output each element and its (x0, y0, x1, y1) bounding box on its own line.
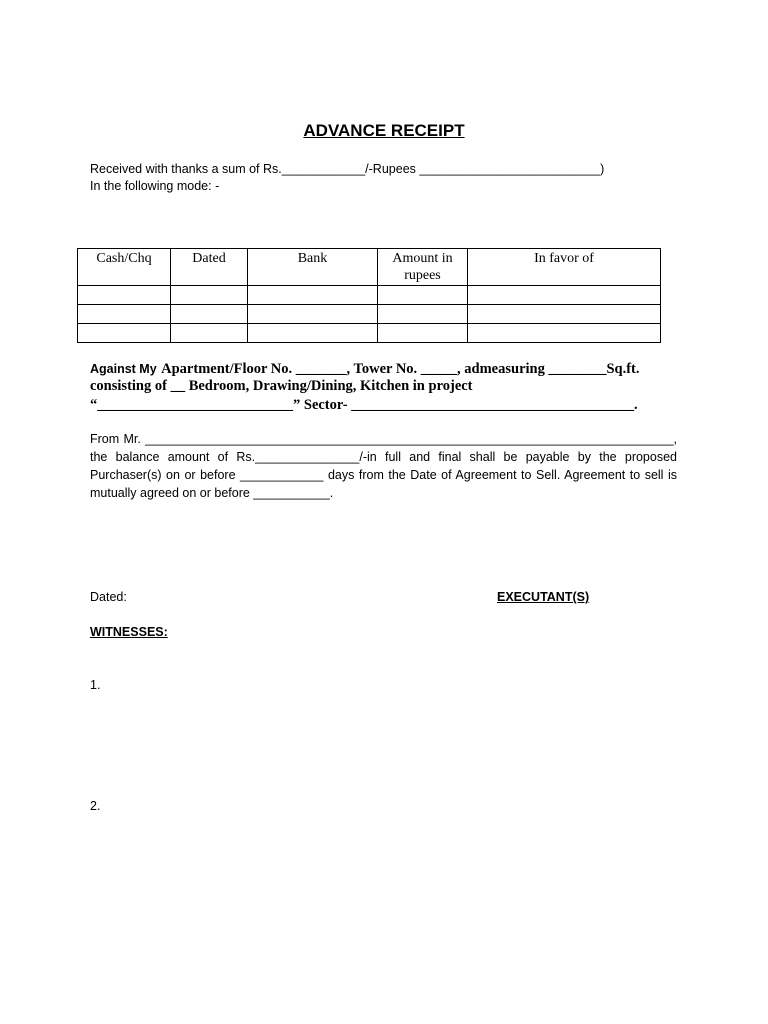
table-cell[interactable] (468, 305, 661, 324)
from-line-4: mutually agreed on or before ___________. (90, 486, 334, 500)
table-cell[interactable] (378, 305, 468, 324)
received-line: Received with thanks a sum of Rs.____________/-Rupees __________________________) (90, 162, 605, 176)
from-line-3: Purchaser(s) on or before ____________ days from the Date of Agreement to Sell. Agreement to sell is (90, 468, 677, 482)
table-cell[interactable] (248, 324, 378, 343)
table-header-row (78, 249, 661, 286)
table-row (78, 305, 661, 324)
against-line-2: consisting of __ Bedroom, Drawing/Dining, Kitchen in project (90, 378, 473, 394)
header-in-favor-of: In favor of (468, 249, 661, 286)
from-line-1: From Mr. ____________________________________________________________________________, (90, 432, 677, 446)
header-amount: Amount in rupees (378, 249, 468, 286)
table-cell[interactable] (78, 305, 171, 324)
table-cell[interactable] (171, 286, 248, 305)
table-cell[interactable] (378, 286, 468, 305)
table-cell[interactable] (468, 324, 661, 343)
table-cell[interactable] (378, 324, 468, 343)
table-cell[interactable] (248, 305, 378, 324)
against-line-1 (90, 360, 640, 378)
table-row (78, 286, 661, 305)
table-cell[interactable] (78, 286, 171, 305)
table-cell[interactable] (248, 286, 378, 305)
witness-1: 1. (90, 678, 101, 692)
page-title: ADVANCE RECEIPT (303, 121, 465, 140)
table-cell[interactable] (171, 324, 248, 343)
table-cell[interactable] (171, 305, 248, 324)
executants-label: EXECUTANT(S) (497, 590, 590, 604)
against-line-1-rest: Apartment/Floor No. _______, Tower No. _____, admeasuring ________Sq.ft. (161, 361, 640, 377)
header-cash-chq: Cash/Chq (78, 249, 171, 286)
table-cell[interactable] (468, 286, 661, 305)
header-bank: Bank (248, 249, 378, 286)
witness-2: 2. (90, 799, 101, 813)
dated-label: Dated: (90, 590, 127, 604)
against-line-3: “___________________________” Sector- _______________________________________. (90, 397, 638, 413)
payment-table (77, 248, 661, 343)
table-cell[interactable] (78, 324, 171, 343)
from-line-2: the balance amount of Rs._______________/-in full and final shall be payable by the proposed (90, 450, 677, 464)
mode-line: In the following mode: - (90, 179, 220, 193)
against-prefix: Against My (90, 362, 157, 376)
witnesses-label: WITNESSES: (90, 625, 168, 639)
header-dated: Dated (171, 249, 248, 286)
table-row (78, 324, 661, 343)
